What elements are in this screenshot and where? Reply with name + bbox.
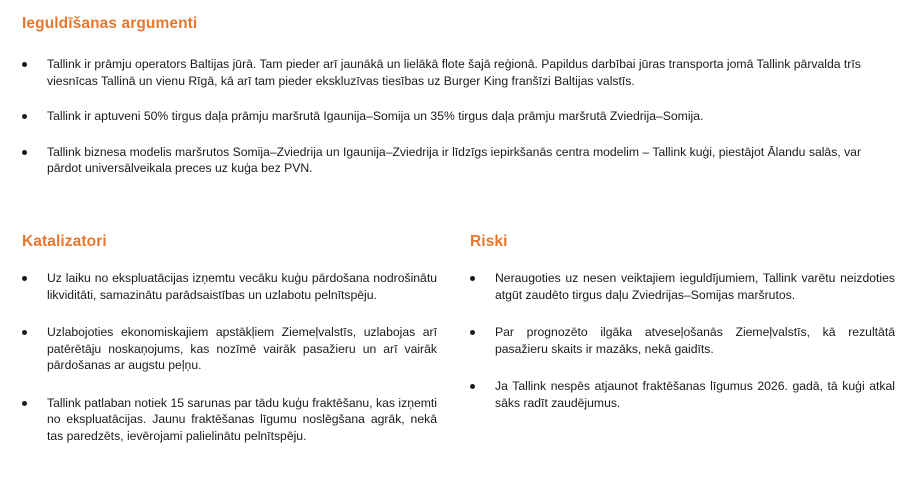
- bullet-icon: [22, 330, 27, 335]
- list-item-text: Uzlabojoties ekonomiskajiem apstākļiem Ziemeļvalstīs, uzlabojas arī patērētāju noskaņojums, kas nozīmē vairāk pasažieru un arī vairāk pārdošanas ar augstu peļņu.: [47, 325, 437, 372]
- list-item: [470, 324, 895, 357]
- list-item-text: Par prognozēto ilgāka atveseļošanās Ziemeļvalstīs, kā rezultātā pasažieru skaits ir mazāks, nekā gaidīts.: [495, 325, 895, 356]
- bullet-icon: [470, 276, 475, 281]
- list-item-text: Ja Tallink nespēs atjaunot fraktēšanas līgumus 2026. gadā, tā kuģi atkal sāks radīt zaudējumus.: [495, 379, 895, 410]
- list-item-text: Neraugoties uz nesen veiktajiem ieguldījumiem, Tallink varētu neizdoties atgūt zaudēto tirgus daļu Zviedrijas–Somijas maršrutos.: [495, 271, 895, 302]
- list-item: [22, 395, 437, 445]
- list-item-text: Tallink ir prāmju operators Baltijas jūrā. Tam pieder arī jaunākā un lielākā flote šajā reģionā. Papildus darbībai jūras transporta jomā Tallink pārvalda trīs viesnīcas Tallinā un vienu Rīgā, kā arī tam pieder ekskluzīvas tiesības uz Burger King franšīzi Baltijas valstīs.: [47, 57, 861, 88]
- list-item-text: Uz laiku no ekspluatācijas izņemtu vecāku kuģu pārdošana nodrošinātu likviditāti, samazinātu parādsaistības un uzlabotu pelnītspēju.: [47, 271, 437, 302]
- bullet-icon: [470, 384, 475, 389]
- list-item: [470, 378, 895, 411]
- investment-arguments-list: [22, 56, 890, 196]
- section-title-investment-arguments: Ieguldīšanas argumenti: [22, 15, 198, 32]
- bullet-icon: [22, 401, 27, 406]
- list-item: [22, 108, 890, 125]
- catalysts-list: [22, 270, 437, 465]
- list-item: [22, 144, 890, 177]
- list-item: [22, 270, 437, 303]
- bullet-icon: [470, 330, 475, 335]
- list-item: [22, 324, 437, 374]
- list-item-text: Tallink biznesa modelis maršrutos Somija–Zviedrija un Igaunija–Zviedrija ir līdzīgs iepirkšanās centra modelim – Tallink kuģi, piestājot Ālandu salās, var pārdot universālveikala preces uz kuģa bez PVN.: [47, 144, 862, 175]
- list-item: [470, 270, 895, 303]
- list-item-text: Tallink ir aptuveni 50% tirgus daļa prāmju maršrutā Igaunija–Somija un 35% tirgus daļa prāmju maršrutā Zviedrija–Somija.: [47, 109, 704, 123]
- list-item-text: Tallink patlaban notiek 15 sarunas par tādu kuģu fraktēšanu, kas izņemti no ekspluatācijas. Jaunu fraktēšanas līgumu noslēgšana agrāk, nekā tas paredzēts, ievērojami palielinātu pelnītspēju.: [47, 395, 437, 443]
- list-item: [22, 56, 890, 89]
- section-title-risks: Riski: [470, 233, 508, 250]
- bullet-icon: [22, 114, 27, 119]
- bullet-icon: [22, 276, 27, 281]
- risks-list: [470, 270, 895, 432]
- bullet-icon: [22, 150, 27, 155]
- bullet-icon: [22, 62, 27, 67]
- section-title-catalysts: Katalizatori: [22, 233, 107, 250]
